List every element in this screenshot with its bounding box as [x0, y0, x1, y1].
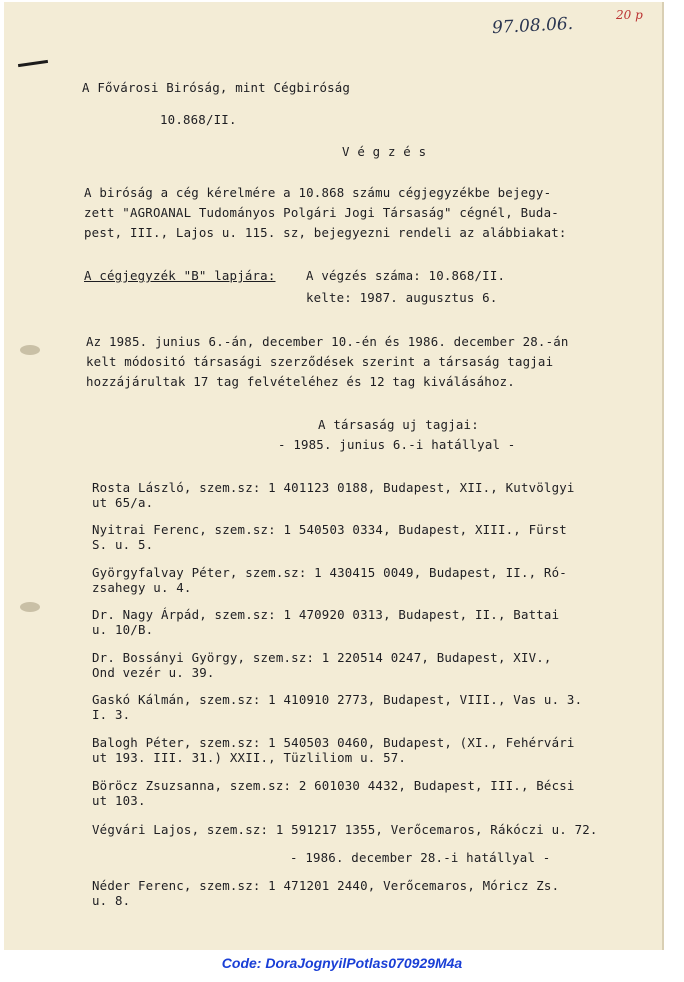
member-line-2: Ond vezér u. 39. [92, 665, 215, 680]
member-line-1: Nyitrai Ferenc, szem.sz: 1 540503 0334, Budapest, XIII., Fürst [92, 522, 567, 537]
member-line-2: ut 193. III. 31.) XXII., Tüzliliom u. 57. [92, 750, 407, 765]
document-title: V é g z é s [342, 144, 427, 159]
member-line-1: Végvári Lajos, szem.sz: 1 591217 1355, Verőcemaros, Rákóczi u. 72. [92, 822, 598, 837]
member-line-1: Dr. Bossányi György, szem.sz: 1 220514 0247, Budapest, XIV., [92, 650, 552, 665]
member-entry [92, 878, 652, 908]
document-page [4, 2, 662, 950]
intro-line-3: pest, III., Lajos u. 115. sz, bejegyezni rendeli az alábbiakat: [84, 225, 567, 240]
member-line-1: Böröcz Zsuzsanna, szem.sz: 2 601030 4432, Budapest, III., Bécsi [92, 778, 575, 793]
document-code: Code: DoraJognyilPotlas070929M4a [221, 955, 463, 971]
intro-line-2: zett "AGROANAL Tudományos Polgári Jogi Társaság" cégnél, Buda- [84, 205, 559, 220]
court-line: A Fővárosi Biróság, mint Cégbiróság [82, 80, 351, 95]
member-line-2: ut 103. [92, 793, 146, 808]
intro-line-1: A biróság a cég kérelmére a 10.868 számu cégjegyzékbe bejegy- [84, 185, 552, 200]
member-entry [92, 522, 652, 552]
member-line-1: Balogh Péter, szem.sz: 1 540503 0460, Budapest, (XI., Fehérvári [92, 735, 575, 750]
member-line-2: zsahegy u. 4. [92, 580, 192, 595]
b-sheet-label: A cégjegyzék "B" lapjára: [84, 268, 276, 283]
decision-number: A végzés száma: 10.868/II. [306, 268, 506, 283]
body-line-2: kelt módositó társasági szerződések szerint a társaság tagjai [86, 354, 554, 369]
member-line-1: Rosta László, szem.sz: 1 401123 0188, Budapest, XII., Kutvölgyi [92, 480, 575, 495]
member-line-2: u. 10/B. [92, 622, 154, 637]
decision-date: kelte: 1987. augusztus 6. [306, 290, 498, 305]
punch-hole-top [20, 345, 40, 355]
effective-1985: - 1985. junius 6.-i hatállyal - [278, 437, 516, 452]
member-entry [92, 692, 652, 722]
member-entry [92, 650, 652, 680]
member-entry [92, 822, 652, 837]
member-entry [92, 607, 652, 637]
member-line-1: Gaskó Kálmán, szem.sz: 1 410910 2773, Budapest, VIII., Vas u. 3. [92, 692, 583, 707]
member-entry [92, 480, 652, 510]
member-entry [92, 778, 652, 808]
case-number: 10.868/II. [160, 112, 237, 127]
member-line-2: I. 3. [92, 707, 131, 722]
member-line-2: ut 65/a. [92, 495, 154, 510]
member-entry [92, 735, 652, 765]
member-entry [92, 565, 652, 595]
member-line-1: Néder Ferenc, szem.sz: 1 471201 2440, Verőcemaros, Móricz Zs. [92, 878, 560, 893]
handwritten-date: 97.08.06. [491, 13, 574, 39]
effective-1986: - 1986. december 28.-i hatállyal - [290, 850, 551, 865]
member-line-1: Györgyfalvay Péter, szem.sz: 1 430415 0049, Budapest, II., Ró- [92, 565, 567, 580]
pen-mark [18, 60, 48, 67]
body-line-1: Az 1985. junius 6.-án, december 10.-én és 1986. december 28.-án [86, 334, 569, 349]
handwritten-page-note: 20 p [616, 8, 643, 22]
member-line-2: S. u. 5. [92, 537, 154, 552]
member-line-1: Dr. Nagy Árpád, szem.sz: 1 470920 0313, Budapest, II., Battai [92, 607, 560, 622]
body-line-3: hozzájárultak 17 tag felvételéhez és 12 tag kiválásához. [86, 374, 515, 389]
punch-hole-bottom [20, 602, 40, 612]
member-line-2: u. 8. [92, 893, 131, 908]
members-heading: A társaság uj tagjai: [318, 417, 479, 432]
